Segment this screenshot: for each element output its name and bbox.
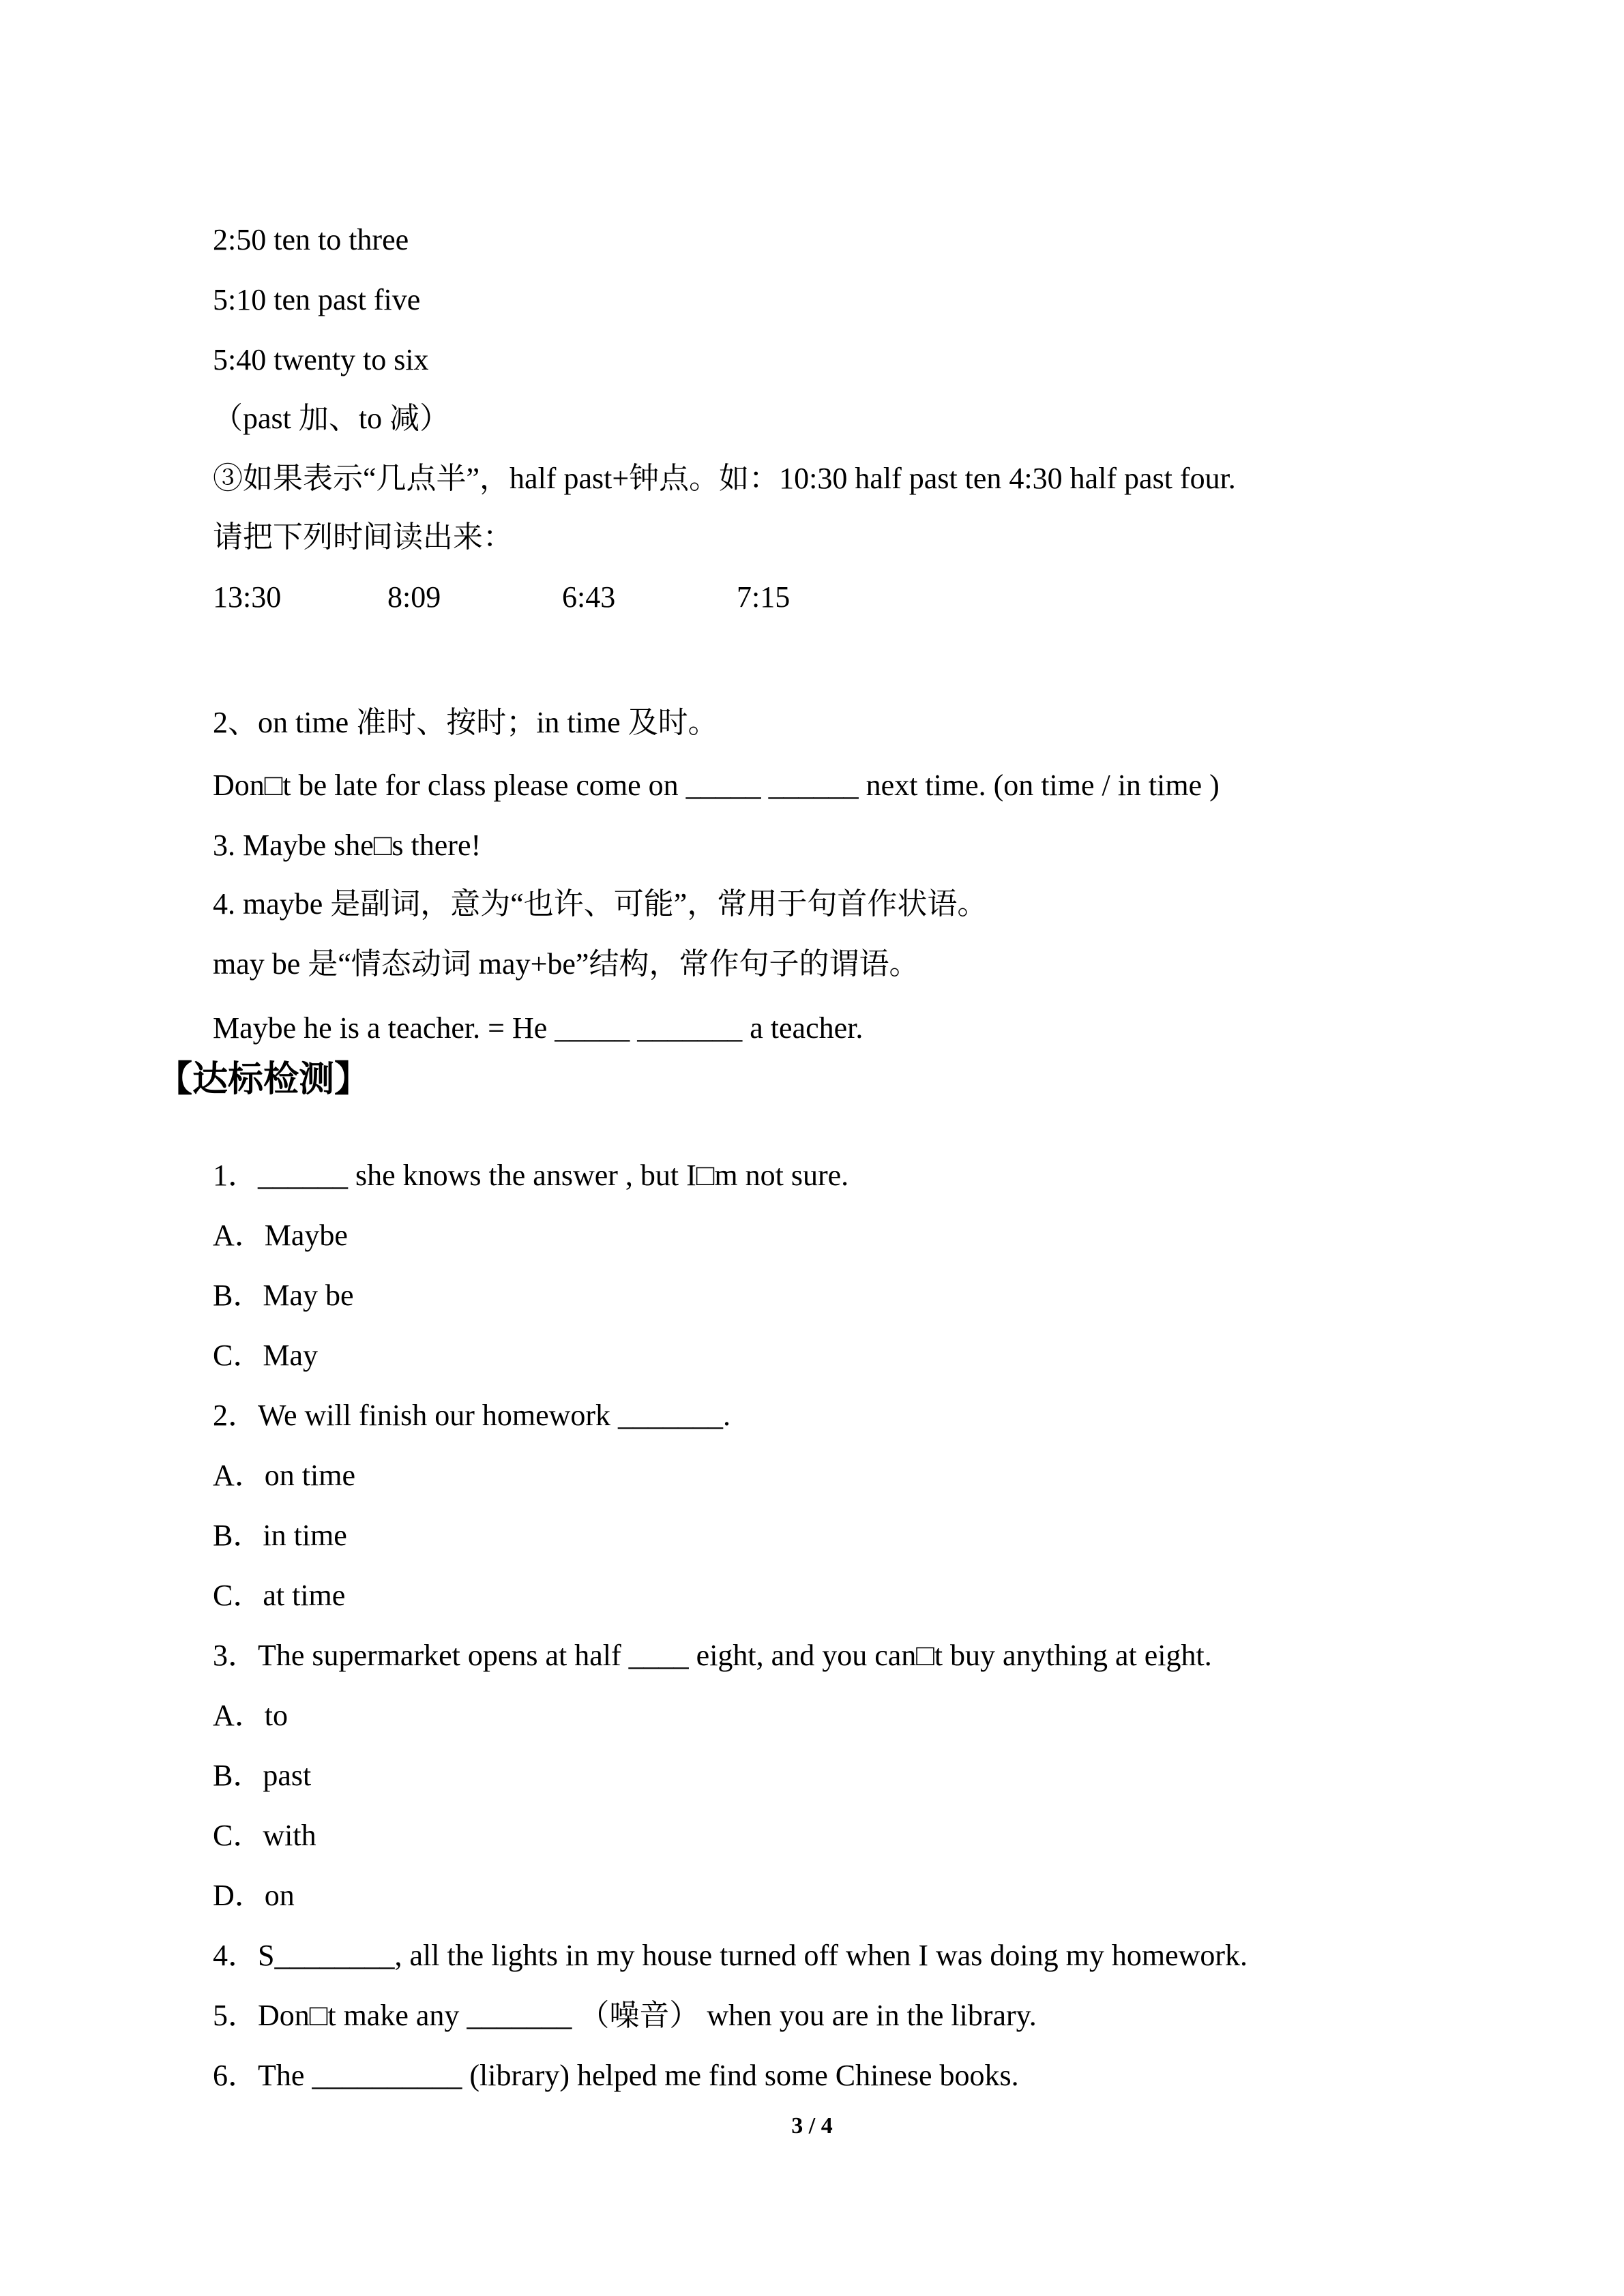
example-5-10: 5:10 ten past five <box>213 283 421 316</box>
point-4-sentence: Maybe he is a teacher. = He _____ _______ a teacher. <box>213 1011 863 1045</box>
question-3-option-a: A．to <box>213 1699 288 1732</box>
question-3-option-d: D．on <box>213 1879 295 1912</box>
page-number: 3 / 4 <box>791 2113 833 2138</box>
point-4-may-be: may be 是“情态动词 may+be”结构，常作句子的谓语。 <box>213 947 919 981</box>
question-1: 1．______ she knows the answer , but I□m not sure. <box>213 1159 849 1192</box>
question-2: 2．We will finish our homework _______. <box>213 1399 731 1432</box>
past-to-rule: （past 加、to 减） <box>213 402 450 435</box>
half-past-rule: ③如果表示“几点半”，half past+钟点。如：10:30 half past ten 4:30 half past four. <box>213 462 1236 495</box>
question-2-option-a: A．on time <box>213 1459 355 1492</box>
point-2-sentence: Don□t be late for class please come on _____ ______ next time. (on time / in time ) <box>213 769 1220 802</box>
time-item: 13:30 <box>213 580 282 614</box>
question-3-option-c: C．with <box>213 1819 316 1852</box>
point-2-title: 2、on time 准时、按时；in time 及时。 <box>213 706 718 739</box>
section-heading: 【达标检测】 <box>157 1059 370 1100</box>
question-1-option-c: C．May <box>213 1339 318 1372</box>
question-3-option-b: B．past <box>213 1759 312 1792</box>
example-5-40: 5:40 twenty to six <box>213 343 429 376</box>
read-times-prompt: 请把下列时间读出来： <box>213 520 513 554</box>
time-item: 8:09 <box>387 580 441 614</box>
question-1-option-a: A．Maybe <box>213 1219 348 1252</box>
question-2-option-b: B．in time <box>213 1519 347 1552</box>
question-5: 5．Don□t make any _______ （噪音） when you are in the library. <box>213 1999 1037 2032</box>
question-6: 6．The __________ (library) helped me find some Chinese books. <box>213 2059 1019 2092</box>
time-item: 7:15 <box>737 580 791 614</box>
question-1-option-b: B．May be <box>213 1279 354 1312</box>
time-item: 6:43 <box>562 580 616 614</box>
question-4: 4．S________, all the lights in my house turned off when I was doing my homework. <box>213 1939 1248 1972</box>
example-2-50: 2:50 ten to three <box>213 223 409 256</box>
point-4-maybe: 4. maybe 是副词，意为“也许、可能”，常用于句首作状语。 <box>213 887 988 921</box>
question-2-option-c: C．at time <box>213 1579 346 1612</box>
point-3-title: 3. Maybe she□s there! <box>213 829 482 862</box>
question-3: 3．The supermarket opens at half ____ eight, and you can□t buy anything at eight. <box>213 1639 1212 1672</box>
